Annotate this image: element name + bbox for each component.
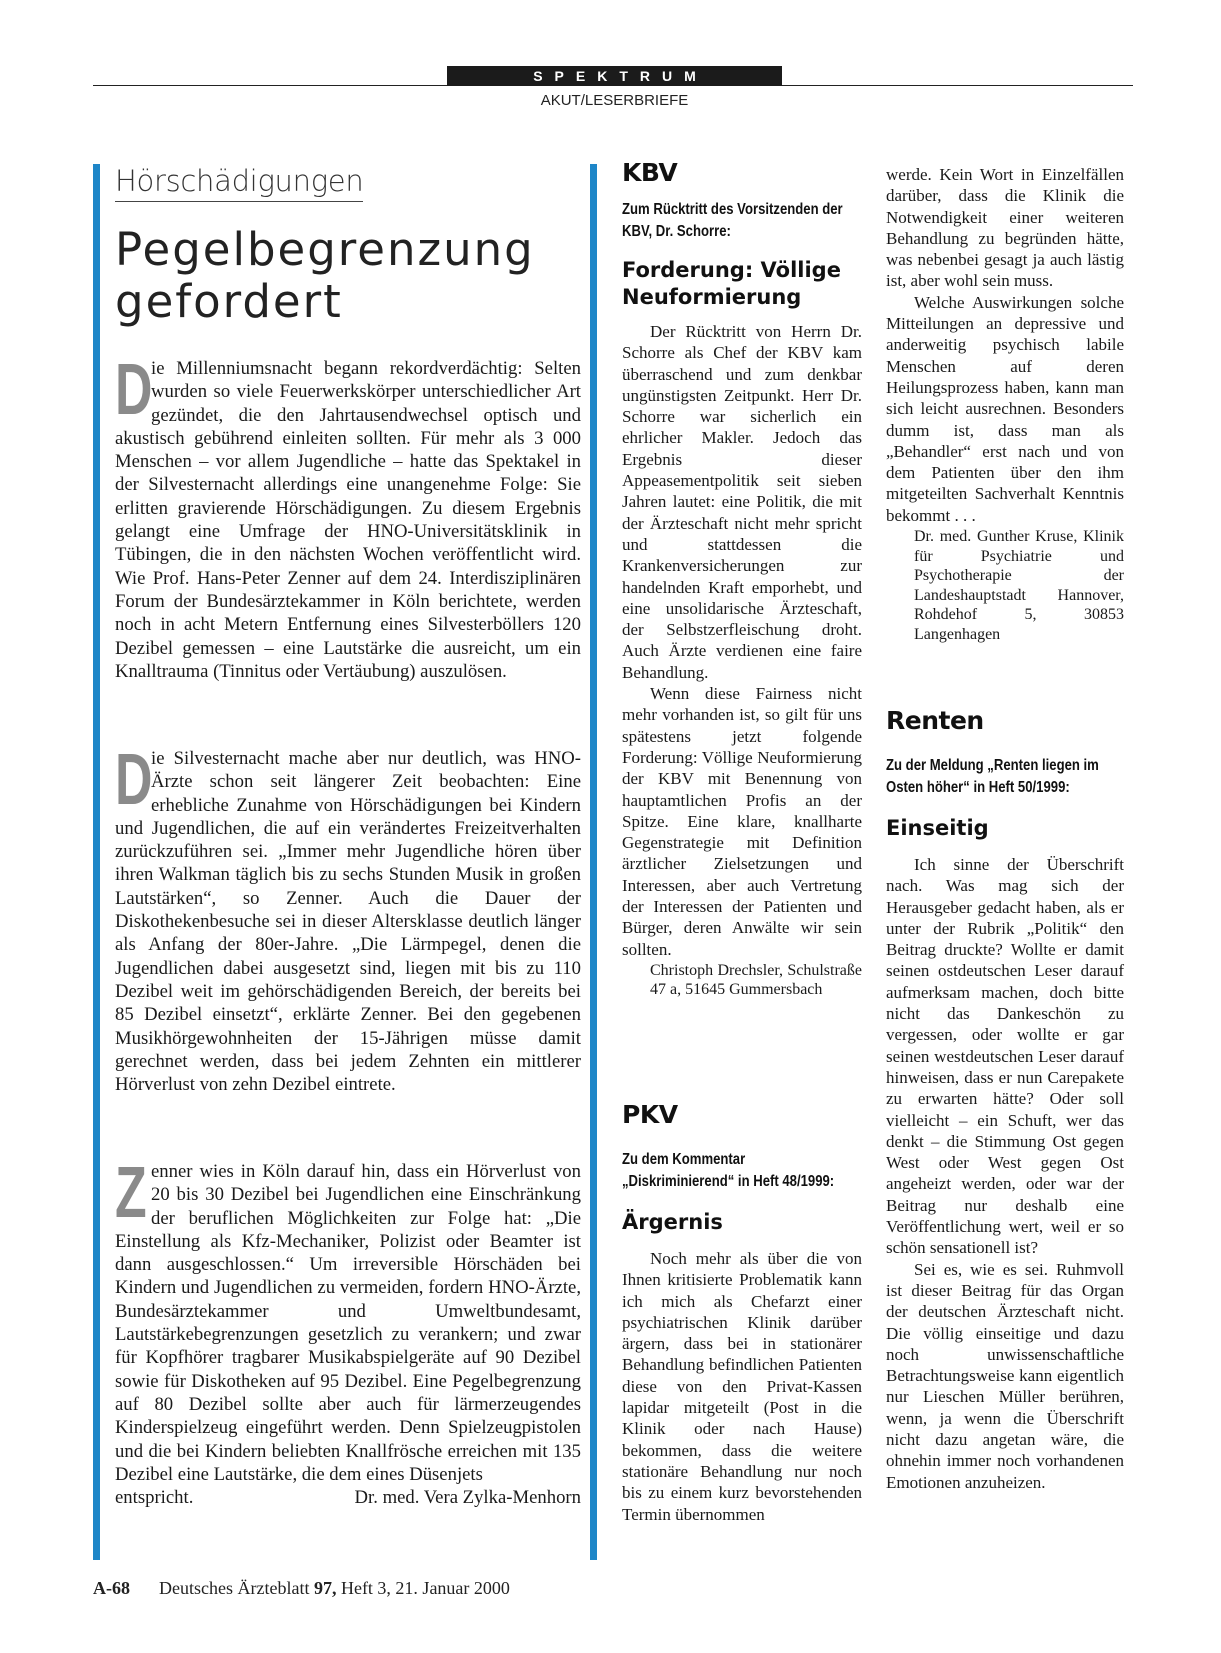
accent-bar-left (93, 164, 100, 1560)
headline-line-1: Pegelbegrenzung (115, 223, 535, 276)
renten-section-title: Renten (886, 706, 984, 735)
page-footer (93, 1578, 510, 1599)
kbv-letter (622, 158, 862, 1000)
kbv-letter-heading: Forderung: Völlige Neuformierung (622, 258, 841, 309)
kbv-intro: Zum Rücktritt des Vorsitzenden der KBV, Dr. Schorre: (622, 201, 843, 240)
pkv-signature: Dr. med. Gunther Kruse, Klinik für Psychiatrie und Psychotherapie der Landeshauptstadt Hannover, Rohdehof 5, 30853 Langenhagen (914, 528, 1124, 643)
journal-name: Deutsches Ärzteblatt (159, 1578, 310, 1598)
journal-volume: 97, (313, 1578, 337, 1598)
pkv-letter-heading: Ärgernis (622, 1210, 723, 1234)
renten-letter-body (886, 854, 1124, 1493)
page-number: A-68 (93, 1578, 130, 1598)
drop-cap: D (115, 740, 153, 820)
paragraph-text: ie Silvesternacht mache aber nur deutlich, was HNO-Ärzte schon seit längerer Zeit beobachten: Eine erhebliche Zunahme von Hörschädigungen bei Kindern und Jugendlichen, die auf ein verändertes Freizeitverhalten zurückzuführen sei. „Immer mehr Jugendliche hören über ihren Walkman täglich bis zu sechs Stunden Musik in großen Lautstärken“, so Zenner. Auch die Dauer der Diskothekenbesuche sei in dieser Altersklasse deutlich länger als Anfang der 80er-Jahre. „Die Lärmpegel, denen die Jugendlichen dabei ausgesetzt sind, liegen mit bis zu 110 Dezibel weit im gehörschädigenden Bereich, der bereits bei 85 Dezibel einsetzt“, erklärte Zenner. Bei den gegebenen Musikhörgewohnheiten der 15-Jährigen müsse damit gerechnet werden, dass bei jedem Zehnten ein mittlerer Hörverlust von zehn Dezibel eintrete. (115, 748, 581, 1096)
article-paragraph-2 (115, 740, 581, 1096)
kbv-section-title: KBV (622, 158, 678, 187)
article-paragraph-1 (115, 350, 581, 683)
renten-paragraph-2: Sei es, wie es sei. Ruhmvoll ist dieser Beitrag für das Organ der deutschen Ärzteschaft nicht. Die völlig einseitige und dazu noch unwissenschaftliche Betrachtungsweise kann eigentlich nur Lieschen Müller berühren, wenn, ja wenn die Überschrift nicht dazu angetan wäre, die ohnehin immer noch vorhandenen Emotionen anzuheizen. (886, 1259, 1124, 1492)
section-label: SPEKTRUM (447, 66, 782, 86)
drop-cap: D (115, 350, 153, 430)
kbv-paragraph-1: Der Rücktritt von Herrn Dr. Schorre als Chef der KBV kam überraschend und zum denkbar ungünstigsten Zeitpunkt. Herr Dr. Schorre war sicherlich ein ehrlicher Makler. Jedoch das Ergebnis dieser Appeasementpolitik seit sieben Jahren lautet: eine Politik, die mit der Ärzteschaft nicht mehr spricht und stattdessen die Krankenversicherungen zur handelnden Kraft emporhebt, und eine unsolidarische Ärzteschaft, der Selbstzerfleischung droht. Auch Ärzte verdienen eine faire Behandlung. (622, 322, 862, 682)
closing-word: entspricht. (115, 1487, 194, 1509)
kbv-letter-body (622, 321, 862, 960)
renten-intro: Zu der Meldung „Renten liegen im Osten höher“ in Heft 50/1999: (886, 757, 1099, 796)
article-author: Dr. med. Vera Zylka-Menhorn (354, 1487, 581, 1509)
pkv-letter-continuation (886, 164, 1124, 644)
renten-paragraph-1: Ich sinne der Überschrift nach. Was mag sich der Herausgeber gedacht haben, als er unter der Rubrik „Politik“ den Beitrag druckte? Wollte er damit seinen ostdeutschen Leser darauf aufmerksam machen, doch bitte nicht das Dankeschön zu vergessen, oder wollte er gar seinen westdeutschen Leser darauf hinweisen, dass er nun Carepakete zu erwarten hätte? Oder soll vielleicht – ein Schuft, wer das denkt – die Stimmung Ost gegen West oder West gegen Ost angeheizt werden, oder war der Beitrag nur deshalb eine Veröffentlichung wert, weil er so schön sensationell ist? (886, 855, 1124, 1258)
pkv-letter (622, 1100, 862, 1525)
article-closing-line (115, 1486, 581, 1509)
pkv-paragraph-2: Welche Auswirkungen solche Mitteilungen an depressive und anderweitig psychisch labile Menschen auf deren Heilungsprozess haben, kann man sich leicht ausrechnen. Besonders dumm ist, dass man als „Behandler“ erst nach und von dem Patienten über den ihm mitgeteilten Sachverhalt Kenntnis bekommt . . . (886, 292, 1124, 525)
subsection-label: AKUT/LESERBRIEFE (540, 92, 689, 109)
headline-line-2: gefordert (115, 275, 343, 328)
journal-issue: Heft 3, 21. Januar 2000 (340, 1578, 510, 1598)
paragraph-text: ie Millenniumsnacht begann rekordverdächtig: Selten wurden so viele Feuerwerkskörper unterschiedlicher Art gezündet, die den Jahrtausendwechsel optisch und akustisch gebührend einleiten sollten. Für mehr als 3 000 Menschen – vor allem Jugendliche – hatte das Spektakel in der Silvesternacht allerdings eine unangenehme Folge: Sie erlitten gravierende Hörschädigungen. Zu diesem Ergebnis gelangt eine Umfrage der HNO-Universitätsklinik in Tübingen, die in den nächsten Wochen veröffentlicht wird. Wie Prof. Hans-Peter Zenner auf dem 24. Interdisziplinären Forum der Bundesärztekammer in Köln berichtete, werden noch in acht Metern Entfernung eines Silvesterböllers 120 Dezibel gemessen – eine Lautstärke die ausreicht, um ein Knalltrauma (Tinnitus oder Vertäubung) auszulösen. (115, 358, 581, 682)
pkv-intro: Zu dem Kommentar „Diskriminierend“ in Heft 48/1999: (622, 1151, 835, 1190)
kbv-signature: Christoph Drechsler, Schulstraße 47 a, 51645 Gummersbach (650, 961, 862, 999)
accent-bar-middle (590, 164, 597, 1560)
article-headline (115, 224, 585, 328)
pkv-section-title: PKV (622, 1100, 678, 1129)
article-kicker: Hörschädigungen (115, 164, 363, 202)
article-paragraph-3 (115, 1153, 581, 1509)
pkv-paragraph-1-continued: werde. Kein Wort in Einzelfällen darüber, dass die Klinik die Notwendigkeit einer weiteren Behandlung zu begründen hätte, was nebenbei gesagt ja auch lästig ist, aber wohl sein muss. (886, 165, 1124, 291)
renten-letter-heading: Einseitig (886, 816, 989, 840)
drop-cap: Z (115, 1153, 147, 1233)
pkv-paragraph-1: Noch mehr als über die von Ihnen kritisierte Problematik kann ich mich als Chefarzt einer psychiatrischen Klinik darüber ärgern, dass bei in stationärer Behandlung befindlichen Patienten diese von den Privat-Kassen lapidar mitgeteilt (Post in die Klinik oder nach Hause) bekommen, dass die weitere stationäre Behandlung nur noch bis zu einem kurz bevorstehenden Termin übernommen (622, 1249, 862, 1524)
renten-letter (886, 706, 1124, 1493)
kbv-paragraph-2: Wenn diese Fairness nicht mehr vorhanden ist, so gilt für uns spätestens jetzt folgende Forderung: Völlige Neuformierung der KBV mit Benennung von hauptamtlichen Profis an der Spitze. Eine klare, knallharte Gegenstrategie mit Definition ärztlicher Zielsetzungen und Interessen, aber auch Vertretung der Interessen der Patienten und Bürger, deren Anwälte wir sein sollten. (622, 684, 862, 959)
paragraph-text: enner wies in Köln darauf hin, dass ein Hörverlust von 20 bis 30 Dezibel bei Jugendlichen eine Einschränkung der beruflichen Möglichkeiten zur Folge hat: „Die Einstellung als Kfz-Mechaniker, Polizist oder Beamter ist dann ausgeschlossen.“ Um irreversible Hörschäden bei Kindern und Jugendlichen zu vermeiden, fordern HNO-Ärzte, Bundesärztekammer und Umweltbundesamt, Lautstärkebegrenzungen gesetzlich zu verankern; und zwar für Kopfhörer tragbarer Musikabspielgeräte auf 90 Dezibel sowie für Diskotheken auf 95 Dezibel. Eine Pegelbegrenzung auf 80 Dezibel sollte aber auch für lärmerzeugendes Kinderspielzeug eingeführt werden. Denn Spielzeugpistolen und die bei Kindern beliebten Knallfrösche erreichen mit 135 Dezibel eine Lautstärke, die dem eines Düsenjets (115, 1161, 581, 1485)
pkv-letter-body (622, 1248, 862, 1525)
